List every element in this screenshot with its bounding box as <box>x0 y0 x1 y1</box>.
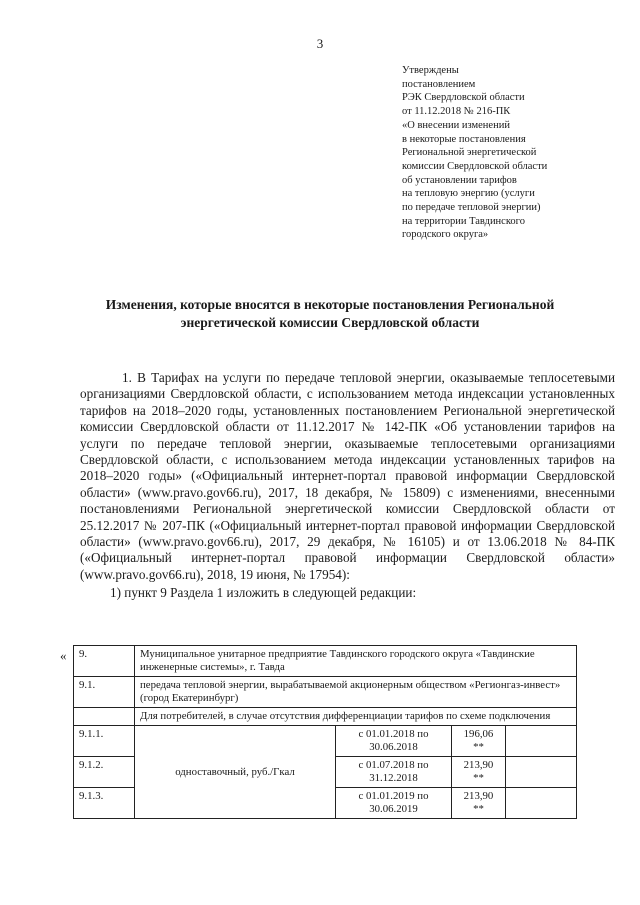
tariff-kind: одноставочный, руб./Гкал <box>135 726 336 819</box>
row-number <box>74 708 135 726</box>
table-row <box>74 726 577 757</box>
approval-line: РЭК Свердловской области <box>402 92 525 104</box>
tariff-value: 213,90 ** <box>452 757 506 788</box>
tariff-period: с 01.01.2018 по 30.06.2018 <box>336 726 452 757</box>
paragraph-1: 1. В Тарифах на услуги по передаче тепловой энергии, оказываемые теплосетевыми организациями Свердловской области, с использованием метода индексации установленных тарифов на 2018–2020 годы, установленных постановлением Региональной энергетической комиссии Свердловской области от 11.12.2017 № 142-ПК «Об установлении тарифов на услуги по передаче тепловой энергии, оказываемые теплосетевыми организациями Свердловской области, с использованием метода индексации установленных тарифов на 2018–2020 годы» («Официальный интернет-портал правовой информации Свердловской области» (www.pravo.gov66.ru), 2017, 18 декабря, № 15809) с изменениями, внесенными постановлениями Региональной энергетической комиссии Свердловской области от 25.12.2017 № 207-ПК («Официальный интернет-портал правовой информации Свердловской области» (www.pravo.gov66.ru), 2017, 29 декабря, № 16105) и от 13.06.2018 № 84-ПК («Официальный интернет-портал правовой информации Свердловской области» (www.pravo.gov66.ru), 2018, 19 июня, № 17954): <box>80 370 615 582</box>
document-title <box>70 296 590 332</box>
tariff-period: с 01.07.2018 по 31.12.2018 <box>336 757 452 788</box>
approval-line: комиссии Свердловской области <box>402 160 548 172</box>
approval-line: от 11.12.2018 № 216-ПК <box>402 106 511 118</box>
empty-cell <box>506 726 577 757</box>
table-row <box>74 646 577 677</box>
approval-line: городского округа» <box>402 229 489 241</box>
approval-line: в некоторые постановления <box>402 133 526 145</box>
approval-line: об установлении тарифов <box>402 174 517 186</box>
tariff-table <box>73 645 577 819</box>
approval-block <box>402 64 627 242</box>
approval-line: на тепловую энергию (услуги <box>402 188 535 200</box>
empty-cell <box>506 788 577 819</box>
approval-line: по передаче тепловой энергии) <box>402 202 541 214</box>
consumer-group: Для потребителей, в случае отсутствия дифференциации тарифов по схеме подключения <box>135 708 577 726</box>
row-number: 9.1.2. <box>74 757 135 788</box>
quote-open-mark: « <box>60 648 67 663</box>
row-number: 9.1.1. <box>74 726 135 757</box>
title-line: энергетической комиссии Свердловской области <box>180 315 480 330</box>
tariff-value: 196,06 ** <box>452 726 506 757</box>
approval-line: Утверждены <box>402 65 459 76</box>
row-number: 9.1.3. <box>74 788 135 819</box>
organization-name: Муниципальное унитарное предприятие Тавдинского городского округа «Тавдинские инженерные системы», г. Тавда <box>135 646 577 677</box>
page-number: 3 <box>316 36 324 51</box>
row-number: 9.1. <box>74 677 135 708</box>
subparagraph-1: 1) пункт 9 Раздела 1 изложить в следующей редакции: <box>110 585 417 601</box>
tariff-value: 213,90 ** <box>452 788 506 819</box>
table-row <box>74 677 577 708</box>
service-name: передача тепловой энергии, вырабатываемой акционерным обществом «Регионгаз-инвест» (город Екатеринбург) <box>135 677 577 708</box>
approval-line: постановлением <box>402 78 476 90</box>
document-body <box>80 370 615 602</box>
tariff-period: с 01.01.2019 по 30.06.2019 <box>336 788 452 819</box>
row-number: 9. <box>74 646 135 677</box>
table-row <box>74 708 577 726</box>
empty-cell <box>506 757 577 788</box>
approval-line: «О внесении изменений <box>402 119 510 131</box>
title-line: Изменения, которые вносятся в некоторые постановления Региональной <box>105 297 555 312</box>
approval-line: на территории Тавдинского <box>402 215 525 227</box>
approval-line: Региональной энергетической <box>402 147 537 159</box>
